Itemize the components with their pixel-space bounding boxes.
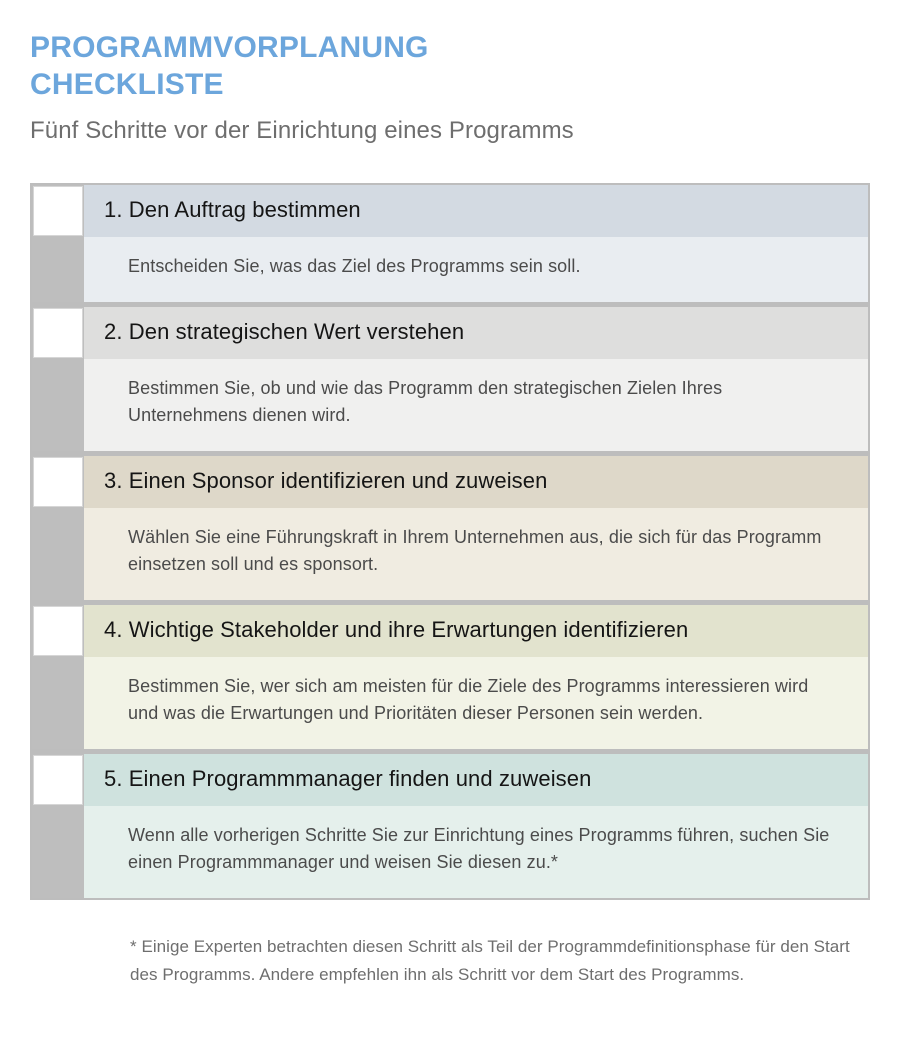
checklist-row-1 — [32, 185, 868, 302]
checkbox-column-3 — [32, 456, 84, 600]
checklist-row-3 — [32, 451, 868, 600]
step-body-2: Bestimmen Sie, ob und wie das Programm den strategischen Zielen Ihres Unternehmens dienen wird. — [84, 359, 868, 451]
page-title — [30, 30, 870, 103]
footnote: * Einige Experten betrachten diesen Schritt als Teil der Programmdefinitionsphase für den Start des Programms. Andere empfehlen ihn als Schritt vor dem Start des Programms. — [130, 937, 850, 984]
row-content-1 — [84, 185, 868, 302]
page-subtitle: Fünf Schritte vor der Einrichtung eines Programms — [30, 117, 574, 145]
checkbox-column-4 — [32, 605, 84, 749]
title-block — [30, 30, 870, 146]
checkbox-3[interactable] — [33, 457, 83, 507]
checkbox-2[interactable] — [33, 308, 83, 358]
step-body-5: Wenn alle vorherigen Schritte Sie zur Einrichtung eines Programms führen, suchen Sie einen Programmmanager und weisen Sie diesen zu.* — [84, 806, 868, 898]
step-header-4: 4. Wichtige Stakeholder und ihre Erwartungen identifizieren — [84, 605, 868, 657]
checklist-row-5 — [32, 749, 868, 898]
step-header-2: 2. Den strategischen Wert verstehen — [84, 307, 868, 359]
step-header-1: 1. Den Auftrag bestimmen — [84, 185, 868, 237]
checkbox-column-1 — [32, 185, 84, 302]
row-content-3 — [84, 456, 868, 600]
checkbox-4[interactable] — [33, 606, 83, 656]
row-content-2 — [84, 307, 868, 451]
step-body-3: Wählen Sie eine Führungskraft in Ihrem Unternehmen aus, die sich für das Programm einsetzen soll und es sponsort. — [84, 508, 868, 600]
checklist-row-4 — [32, 600, 868, 749]
checkbox-column-2 — [32, 307, 84, 451]
step-header-5: 5. Einen Programmmanager finden und zuweisen — [84, 754, 868, 806]
checkbox-column-5 — [32, 754, 84, 898]
checkbox-1[interactable] — [33, 186, 83, 236]
row-content-5 — [84, 754, 868, 898]
step-body-1: Entscheiden Sie, was das Ziel des Programms sein soll. — [84, 237, 868, 302]
checkbox-5[interactable] — [33, 755, 83, 805]
page-title-line-1: PROGRAMMVORPLANUNG — [30, 31, 429, 64]
row-content-4 — [84, 605, 868, 749]
step-body-4: Bestimmen Sie, wer sich am meisten für die Ziele des Programms interessieren wird und was die Erwartungen und Prioritäten dieser Personen sein werden. — [84, 657, 868, 749]
checklist-row-2 — [32, 302, 868, 451]
step-header-3: 3. Einen Sponsor identifizieren und zuweisen — [84, 456, 868, 508]
page-title-line-2: CHECKLISTE — [30, 67, 224, 101]
checklist-table — [30, 183, 870, 900]
